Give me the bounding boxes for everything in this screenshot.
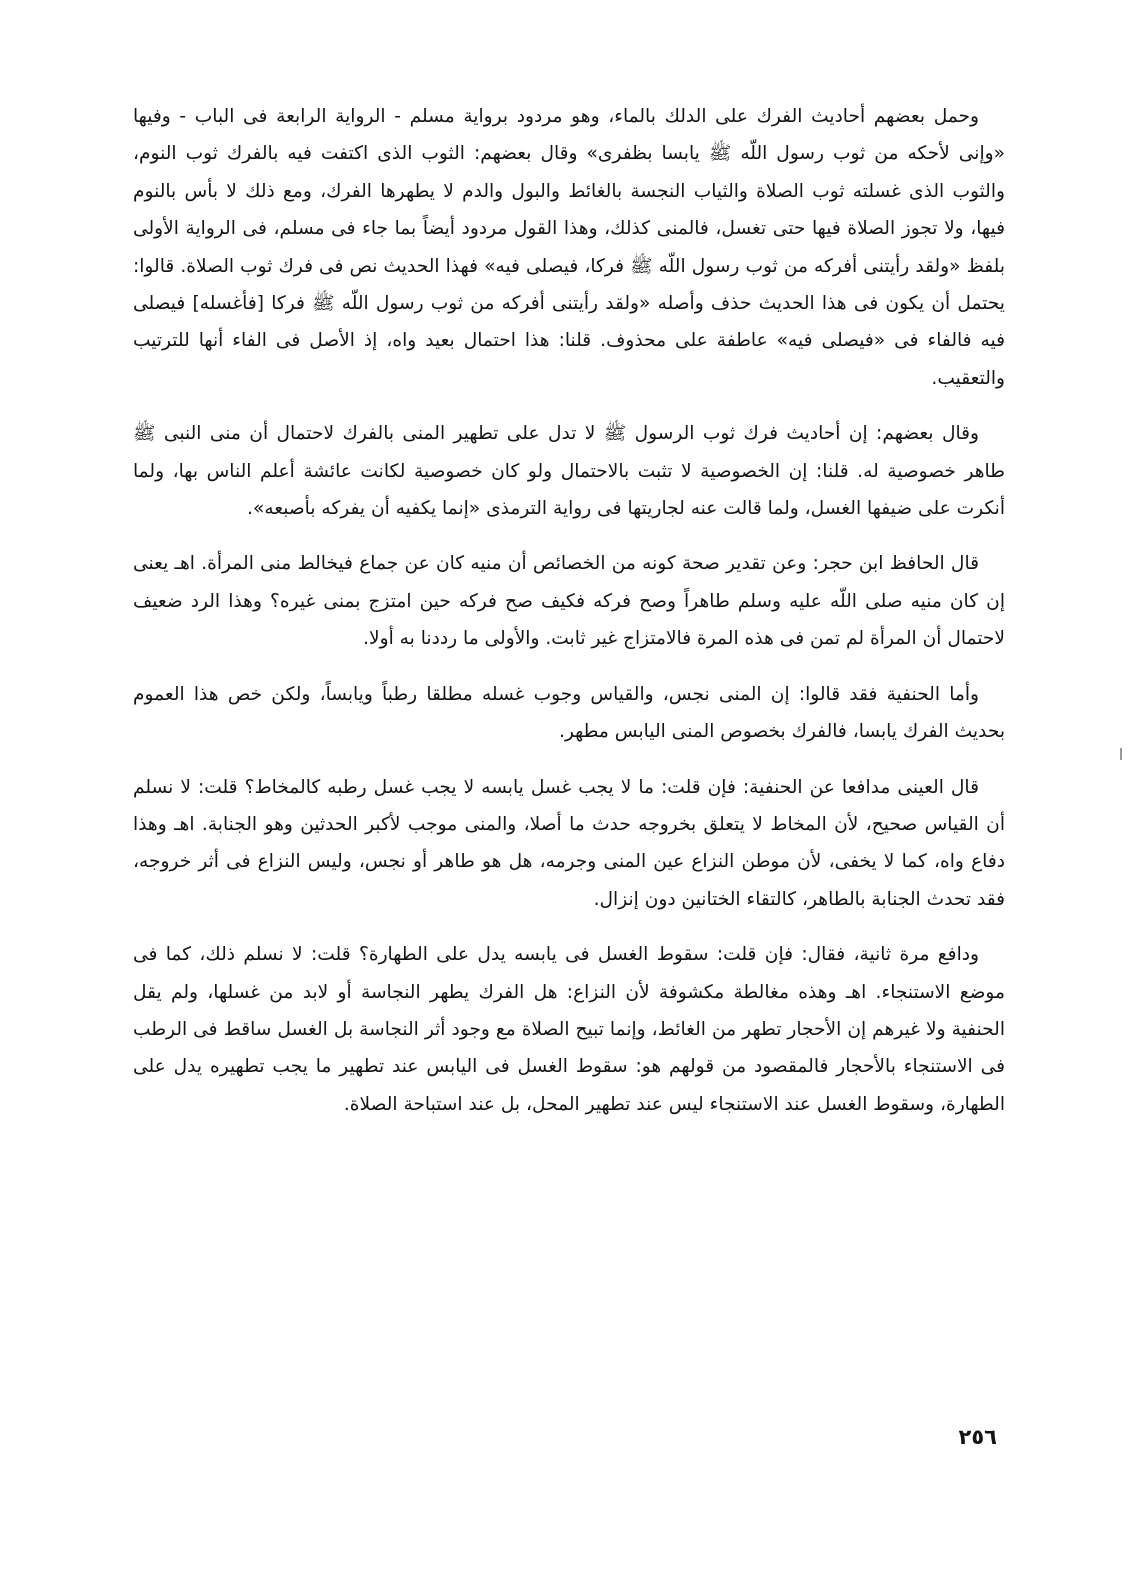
paragraph-2: وقال بعضهم: إن أحاديث فرك ثوب الرسول ﷺ لا تدل على تطهير المنى بالفرك لاحتمال أن منى النبى ﷺ طاهر خصوصية له. قلنا: إن الخصوصية لا تثبت بالاحتمال ولو كان خصوصية لكانت عائشة أعلم الناس بها، ولما أنكرت على ضيفها الغسل، ولما قالت عنه لجاريتها فى رواية الترمذى «إنما يكفيه أن يفركه بأصبعه». bbox=[133, 423, 1005, 520]
paragraph-1: وحمل بعضهم أحاديث الفرك على الدلك بالماء، وهو مردود برواية مسلم - الرواية الرابعة فى الباب - وفيها «وإنى لأحكه من ثوب رسول اللّه ﷺ يابسا بظفرى» وقال بعضهم: الثوب الذى اكتفت فيه بالفرك ثوب النوم، والثوب الذى غسلته ثوب الصلاة والثياب النجسة بالغائط والبول والدم لا يطهرها الفرك، ومع ذلك لا بأس بالنوم فيها، ولا تجوز الصلاة فيها حتى تغسل، فالمنى كذلك، وهذا القول مردود أيضاً بما جاء فى مسلم، فى الرواية الأولى بلفظ «ولقد رأيتنى أفركه من ثوب رسول اللّه ﷺ فركا، فيصلى فيه» فهذا الحديث نص فى فرك ثوب الصلاة. قالوا: يحتمل أن يكون فى هذا الحديث حذف وأصله «ولقد رأيتنى أفركه من ثوب رسول اللّه ﷺ فركا [فأغسله] فيصلى فيه فالفاء فى «فيصلى فيه» عاطفة على محذوف. قلنا: هذا احتمال بعيد واه، إذ الأصل فى الفاء أنها للترتيب والتعقيب. bbox=[133, 106, 1005, 389]
paragraph-3: قال الحافظ ابن حجر: وعن تقدير صحة كونه من الخصائص أن منيه كان عن جماع فيخالط منى المرأة. اهـ يعنى إن كان منيه صلى اللّه عليه وسلم طاهراً وصح فركه فكيف صح فركه حين امتزج بمنى غيره؟ وهذا الرد ضعيف لاحتمال أن المرأة لم تمن فى هذه المرة فالامتزاج غير ثابت. والأولى ما رددنا به أولا. bbox=[133, 553, 1005, 650]
paragraph-4: وأما الحنفية فقد قالوا: إن المنى نجس، والقياس وجوب غسله مطلقا رطباً ويابساً، ولكن خص هذا العموم بحديث الفرك يابسا، فالفرك بخصوص المنى اليابس مطهر. bbox=[133, 683, 1005, 743]
body-text bbox=[133, 98, 1005, 1123]
paragraph-5: قال العينى مدافعا عن الحنفية: فإن قلت: ما لا يجب غسل يابسه لا يجب غسل رطبه كالمخاط؟ قلت: لا نسلم أن القياس صحيح، لأن المخاط لا يتعلق بخروجه حدث ما أصلا، والمنى موجب لأكبر الحدثين وهو الجنابة. اهـ وهذا دفاع واه، كما لا يخفى، لأن موطن النزاع عين المنى وجرمه، هل هو طاهر أو نجس، وليس النزاع فى أثر خروجه، فقد تحدث الجنابة بالطاهر، كالتقاء الختانين دون إنزال. bbox=[133, 776, 1005, 910]
scan-artifact-mark bbox=[1120, 748, 1122, 760]
paragraph-6: ودافع مرة ثانية، فقال: فإن قلت: سقوط الغسل فى يابسه يدل على الطهارة؟ قلت: لا نسلم ذلك، كما فى موضع الاستنجاء. اهـ وهذه مغالطة مكشوفة لأن النزاع: هل الفرك يطهر النجاسة أو لابد من غسلها، ولم يقل الحنفية ولا غيرهم إن الأحجار تطهر من الغائط، وإنما تبيح الصلاة مع وجود أثر النجاسة بل الغسل ساقط فى الرطب فى الاستنجاء بالأحجار فالمقصود من قولهم هو: سقوط الغسل فى اليابس عند تطهير ما يجب تطهيره يدل على الطهارة، وسقوط الغسل عند الاستنجاء ليس عند تطهير المحل، بل عند استباحة الصلاة. bbox=[133, 944, 1005, 1115]
page-number: ٢٥٦ bbox=[958, 1425, 997, 1449]
